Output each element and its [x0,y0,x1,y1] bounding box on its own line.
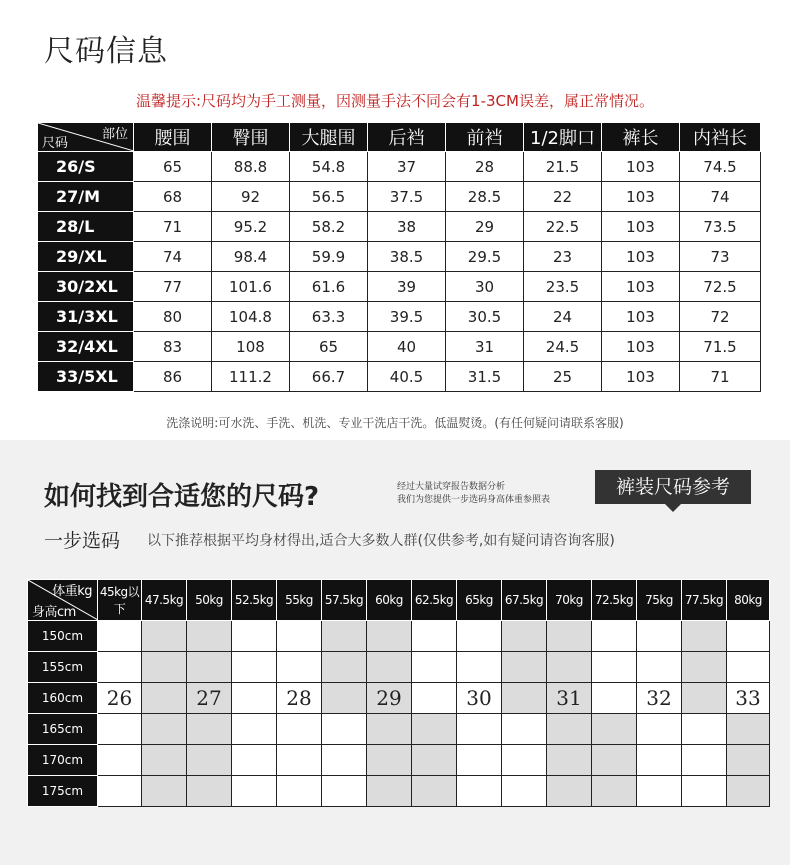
height-label: 155cm [28,652,98,683]
corner-label-weight: 体重kg [52,584,92,599]
grid-cell [502,714,547,745]
grid-cell [98,714,142,745]
recommended-size: 33 [727,683,770,714]
weight-header: 75kg [637,580,682,621]
guide-subtitle-line: 我们为您提供一步选码身高体重参照表 [397,495,551,505]
grid-cell [187,745,232,776]
grid-cell [142,621,187,652]
grid-cell [727,714,770,745]
weight-header: 52.5kg [232,580,277,621]
measurement-cell: 74 [134,242,212,272]
grid-cell [502,745,547,776]
grid-cell [367,621,412,652]
step-description: 以下推荐根据平均身材得出,适合大多数人群(仅供参考,如有疑问请咨询客服) [147,533,615,549]
recommended-size: 32 [637,683,682,714]
grid-cell [142,683,187,714]
pants-size-reference-badge: 裤装尺码参考 [595,470,751,504]
grid-cell [142,714,187,745]
weight-header: 47.5kg [142,580,187,621]
column-header: 内裆长 [680,123,761,152]
grid-cell [98,745,142,776]
measurement-cell: 37.5 [368,182,446,212]
measurement-cell: 38.5 [368,242,446,272]
size-label: 30/2XL [38,272,134,302]
column-header: 大腿围 [290,123,368,152]
measurement-cell: 30 [446,272,524,302]
measurement-cell: 28.5 [446,182,524,212]
measurement-cell: 72 [680,302,761,332]
measurement-cell: 30.5 [446,302,524,332]
measurement-cell: 88.8 [212,152,290,182]
grid-cell [322,621,367,652]
corner-label-height: 身高cm [32,605,76,620]
weight-header: 65kg [457,580,502,621]
grid-cell [277,776,322,807]
grid-cell [98,652,142,683]
grid-cell [232,621,277,652]
weight-header: 62.5kg [412,580,457,621]
weight-header: 55kg [277,580,322,621]
grid-cell [412,714,457,745]
size-label: 26/S [38,152,134,182]
measurement-notice: 温馨提示:尺码均为手工测量，因测量手法不同会有1-3CM误差，属正常情况。 [136,92,654,110]
grid-cell [592,621,637,652]
grid-cell [367,776,412,807]
grid-cell [232,776,277,807]
weight-header: 77.5kg [682,580,727,621]
height-label: 165cm [28,714,98,745]
grid-cell [547,745,592,776]
grid-cell [322,745,367,776]
recommended-size: 30 [457,683,502,714]
column-header: 1/2脚口 [524,123,602,152]
measurement-cell: 24.5 [524,332,602,362]
size-label: 32/4XL [38,332,134,362]
table-row [38,212,761,242]
measurement-cell: 65 [134,152,212,182]
measurement-cell: 74 [680,182,761,212]
washing-instructions: 洗涤说明:可水洗、手洗、机洗、专业干洗店干洗。低温熨烫。(有任何疑问请联系客服) [166,416,624,430]
measurement-cell: 108 [212,332,290,362]
measurement-cell: 39 [368,272,446,302]
grid-cell [232,652,277,683]
measurement-cell: 23.5 [524,272,602,302]
grid-cell [142,745,187,776]
measurement-cell: 39.5 [368,302,446,332]
grid-cell [682,745,727,776]
table-row [38,302,761,332]
measurement-cell: 61.6 [290,272,368,302]
measurement-cell: 71 [134,212,212,242]
weight-header: 72.5kg [592,580,637,621]
measurement-cell: 29 [446,212,524,242]
grid-cell [682,652,727,683]
measurement-cell: 22.5 [524,212,602,242]
column-header: 后裆 [368,123,446,152]
height-label: 150cm [28,621,98,652]
measurement-cell: 111.2 [212,362,290,392]
guide-question: 如何找到合适您的尺码? [44,482,320,512]
grid-cell [502,776,547,807]
size-recommendation-table [27,579,770,807]
measurement-cell: 72.5 [680,272,761,302]
table-row [28,745,770,776]
table-row [38,362,761,392]
grid-cell [232,745,277,776]
column-header: 臀围 [212,123,290,152]
grid-cell [98,776,142,807]
weight-header: 70kg [547,580,592,621]
measurement-cell: 80 [134,302,212,332]
measurement-cell: 77 [134,272,212,302]
grid-cell [637,776,682,807]
weight-header: 80kg [727,580,770,621]
grid-cell [322,714,367,745]
table-row [38,272,761,302]
corner-label-size: 尺码 [42,136,69,151]
recommendation-header [28,580,770,621]
measurement-cell: 74.5 [680,152,761,182]
table-row [28,776,770,807]
measurement-cell: 29.5 [446,242,524,272]
guide-subtitle-line: 经过大量试穿报告数据分析 [397,482,506,492]
measurement-cell: 38 [368,212,446,242]
size-table-header [38,123,761,152]
size-table-body [38,152,761,392]
measurement-cell: 21.5 [524,152,602,182]
measurement-cell: 63.3 [290,302,368,332]
measurement-cell: 40.5 [368,362,446,392]
grid-cell [367,652,412,683]
grid-cell [187,621,232,652]
grid-cell [592,652,637,683]
measurement-cell: 28 [446,152,524,182]
grid-cell [277,621,322,652]
grid-cell [547,776,592,807]
grid-cell [412,621,457,652]
grid-cell [637,714,682,745]
grid-cell [187,776,232,807]
grid-cell [727,621,770,652]
grid-cell [457,776,502,807]
measurement-cell: 37 [368,152,446,182]
grid-cell [592,745,637,776]
grid-cell [637,652,682,683]
table-row [38,152,761,182]
table-row [38,332,761,362]
recommendation-corner [28,580,98,621]
height-label: 160cm [28,683,98,714]
measurement-cell: 31 [446,332,524,362]
recommended-size: 28 [277,683,322,714]
grid-cell [547,714,592,745]
measurement-cell: 103 [602,152,680,182]
measurement-cell: 101.6 [212,272,290,302]
measurement-cell: 65 [290,332,368,362]
grid-cell [727,776,770,807]
grid-cell [367,745,412,776]
weight-header: 50kg [187,580,232,621]
grid-cell [322,776,367,807]
grid-cell [277,714,322,745]
grid-cell [592,683,637,714]
grid-cell [682,621,727,652]
measurement-cell: 103 [602,242,680,272]
grid-cell [187,652,232,683]
table-row [28,652,770,683]
measurement-cell: 73.5 [680,212,761,242]
grid-cell [457,714,502,745]
measurement-cell: 31.5 [446,362,524,392]
grid-cell [142,776,187,807]
recommended-size: 29 [367,683,412,714]
measurement-cell: 104.8 [212,302,290,332]
recommended-size: 26 [98,683,142,714]
grid-cell [322,652,367,683]
measurement-cell: 103 [602,302,680,332]
column-header: 裤长 [602,123,680,152]
grid-cell [502,683,547,714]
weight-header: 45kg以下 [98,580,142,621]
grid-cell [412,745,457,776]
table-row [28,683,770,714]
grid-cell [232,714,277,745]
table-row [38,242,761,272]
grid-cell [412,683,457,714]
measurement-cell: 40 [368,332,446,362]
grid-cell [277,745,322,776]
grid-cell [547,652,592,683]
grid-cell [457,621,502,652]
corner-label-part: 部位 [101,127,128,142]
size-table [37,122,761,392]
measurement-cell: 86 [134,362,212,392]
measurement-cell: 22 [524,182,602,212]
recommended-size: 31 [547,683,592,714]
column-header: 前裆 [446,123,524,152]
weight-header: 67.5kg [502,580,547,621]
measurement-cell: 103 [602,272,680,302]
size-label: 27/M [38,182,134,212]
height-label: 175cm [28,776,98,807]
grid-cell [367,714,412,745]
grid-cell [142,652,187,683]
size-table-corner [38,123,134,152]
recommendation-body [28,621,770,807]
measurement-cell: 92 [212,182,290,212]
table-row [38,182,761,212]
page-title: 尺码信息 [44,34,168,69]
grid-cell [637,621,682,652]
measurement-cell: 83 [134,332,212,362]
size-label: 33/5XL [38,362,134,392]
measurement-cell: 103 [602,212,680,242]
measurement-cell: 58.2 [290,212,368,242]
weight-header: 57.5kg [322,580,367,621]
grid-cell [412,652,457,683]
grid-cell [187,714,232,745]
height-label: 170cm [28,745,98,776]
measurement-cell: 25 [524,362,602,392]
grid-cell [457,652,502,683]
grid-cell [502,621,547,652]
weight-header: 60kg [367,580,412,621]
step-title: 一步选码 [44,530,121,552]
grid-cell [682,714,727,745]
measurement-cell: 23 [524,242,602,272]
grid-cell [547,621,592,652]
table-row [28,621,770,652]
measurement-cell: 98.4 [212,242,290,272]
size-label: 29/XL [38,242,134,272]
grid-cell [727,745,770,776]
table-row [28,714,770,745]
measurement-cell: 95.2 [212,212,290,242]
measurement-cell: 59.9 [290,242,368,272]
measurement-cell: 73 [680,242,761,272]
grid-cell [502,652,547,683]
grid-cell [322,683,367,714]
measurement-cell: 103 [602,182,680,212]
size-label: 31/3XL [38,302,134,332]
size-label: 28/L [38,212,134,242]
measurement-cell: 56.5 [290,182,368,212]
grid-cell [232,683,277,714]
grid-cell [592,714,637,745]
measurement-cell: 71 [680,362,761,392]
grid-cell [277,652,322,683]
grid-cell [412,776,457,807]
measurement-cell: 68 [134,182,212,212]
grid-cell [592,776,637,807]
grid-cell [637,745,682,776]
recommended-size: 27 [187,683,232,714]
measurement-cell: 24 [524,302,602,332]
column-header: 腰围 [134,123,212,152]
measurement-cell: 54.8 [290,152,368,182]
grid-cell [98,621,142,652]
grid-cell [727,652,770,683]
grid-cell [682,776,727,807]
measurement-cell: 71.5 [680,332,761,362]
measurement-cell: 103 [602,332,680,362]
guide-subtitle [397,481,550,507]
grid-cell [682,683,727,714]
measurement-cell: 103 [602,362,680,392]
grid-cell [457,745,502,776]
measurement-cell: 66.7 [290,362,368,392]
